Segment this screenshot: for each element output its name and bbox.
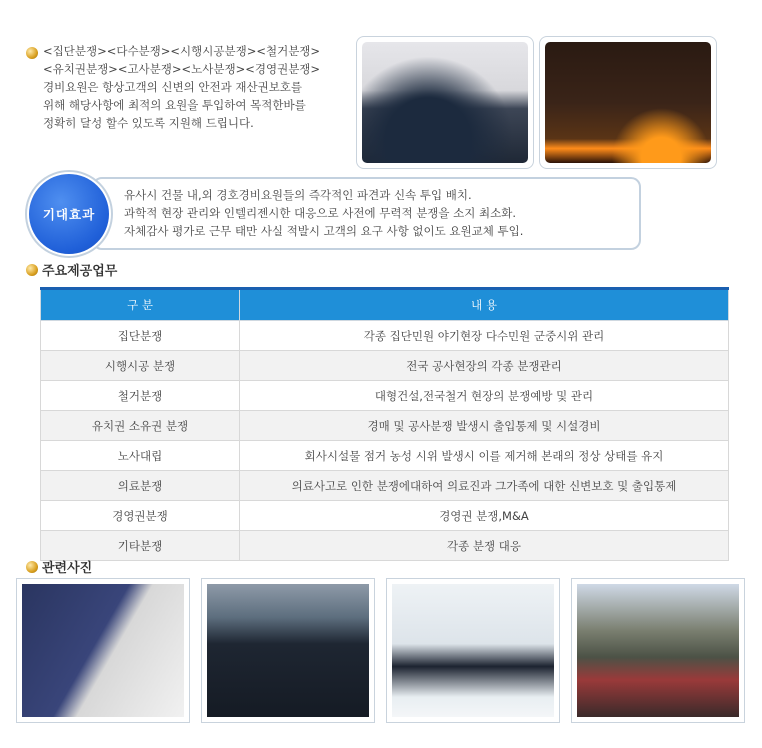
table-row	[41, 321, 729, 351]
row-content: 전국 공사현장의 각종 분쟁관리	[240, 351, 729, 381]
bullet-icon	[26, 264, 38, 276]
gallery-photo-outdoor-rally	[577, 584, 739, 717]
effects-line: 자체감사 평가로 근무 태만 사실 적발시 고객의 요구 사항 없이도 요원교체 투입.	[124, 224, 524, 238]
row-content: 회사시설물 점거 농성 시위 발생시 이를 제거해 본래의 정상 상태를 유지	[240, 441, 729, 471]
column-header-content: 내 용	[240, 289, 729, 321]
row-content: 각종 집단민원 야기현장 다수민원 군중시위 관리	[240, 321, 729, 351]
gallery-photo-guard-crowd	[207, 584, 369, 717]
row-content: 각종 분쟁 대응	[240, 531, 729, 561]
intro-photo-riot-police	[362, 42, 528, 163]
row-content: 대형건설,전국철거 현장의 분쟁예방 및 관리	[240, 381, 729, 411]
gallery-title: 관련사진	[42, 561, 93, 576]
intro-photo-fire-night	[545, 42, 711, 163]
row-content: 경매 및 공사분쟁 발생시 출입통제 및 시설경비	[240, 411, 729, 441]
effects-line: 유사시 건물 내,외 경호경비요원들의 즉각적인 파견과 신속 투입 배치.	[124, 188, 472, 202]
gallery-photo-protest-flags	[22, 584, 184, 717]
row-content: 의료사고로 인한 분쟁에대하여 의료진과 그가족에 대한 신변보호 및 출입통제	[240, 471, 729, 501]
table-row	[41, 351, 729, 381]
gallery-photo-frame[interactable]	[201, 578, 375, 723]
gallery-photo-frame[interactable]	[571, 578, 745, 723]
gallery-photo-guards-snow	[392, 584, 554, 717]
row-category: 철거분쟁	[41, 381, 240, 411]
effects-list	[124, 186, 523, 240]
gallery-photo-frame[interactable]	[16, 578, 190, 723]
gallery-photo-frame[interactable]	[386, 578, 560, 723]
table-row	[41, 441, 729, 471]
intro-line: 경비요원은 항상고객의 신변의 안전과 재산권보호를	[43, 80, 303, 94]
row-content: 경영권 분쟁,M&A	[240, 501, 729, 531]
bullet-icon	[26, 47, 38, 59]
row-category: 시행시공 분쟁	[41, 351, 240, 381]
table-row	[41, 471, 729, 501]
intro-line: 위해 해당사항에 최적의 요원을 투입하여 목적한바를	[43, 98, 306, 112]
intro-photo-frame	[356, 36, 534, 169]
intro-line: <집단분쟁><다수분쟁><시행시공분쟁><철거분쟁>	[43, 44, 321, 58]
bullet-icon	[26, 561, 38, 573]
intro-text	[43, 42, 355, 132]
row-category: 기타분쟁	[41, 531, 240, 561]
row-category: 경영권분쟁	[41, 501, 240, 531]
services-table	[40, 287, 729, 561]
effects-line: 과학적 현장 관리와 인텔리젠시한 대응으로 사전에 무력적 분쟁을 소지 최소화.	[124, 206, 517, 220]
effects-badge: 기대효과	[29, 174, 109, 254]
intro-line: <유치권분쟁><고사분쟁><노사분쟁><경영권분쟁>	[43, 62, 321, 76]
intro-photo-frame	[539, 36, 717, 169]
row-category: 집단분쟁	[41, 321, 240, 351]
column-header-category: 구 분	[41, 289, 240, 321]
intro-line: 정확히 달성 할수 있도록 지원해 드립니다.	[43, 116, 254, 130]
table-row	[41, 531, 729, 561]
services-title: 주요제공업무	[42, 264, 118, 279]
row-category: 의료분쟁	[41, 471, 240, 501]
row-category: 유치권 소유권 분쟁	[41, 411, 240, 441]
table-row	[41, 411, 729, 441]
row-category: 노사대립	[41, 441, 240, 471]
table-header-row	[41, 289, 729, 321]
table-row	[41, 381, 729, 411]
table-row	[41, 501, 729, 531]
